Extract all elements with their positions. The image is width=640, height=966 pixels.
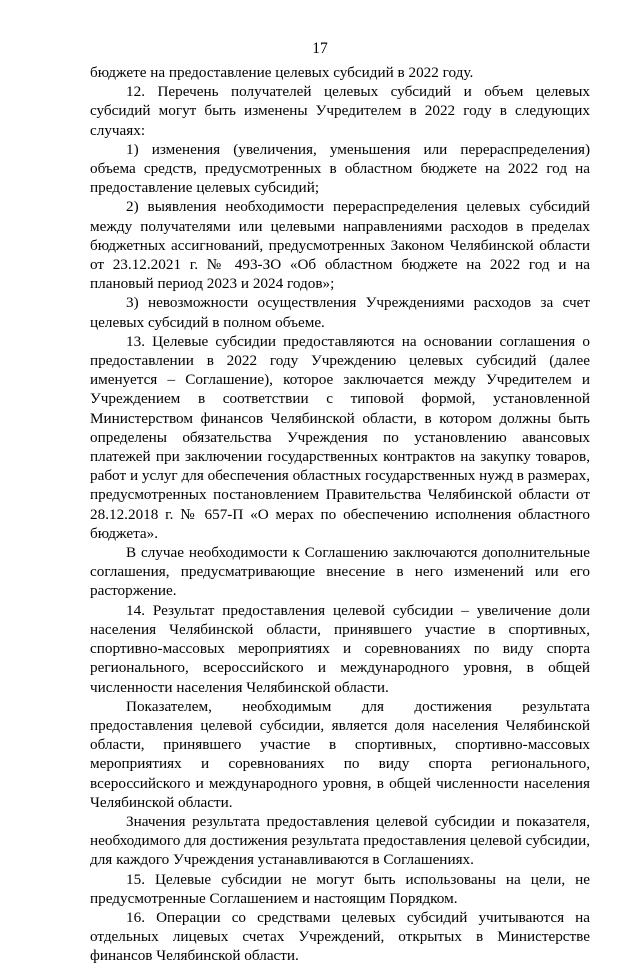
paragraph-item-16: 16. Операции со средствами целевых субсидий учитываются на отдельных лицевых счетах Учреждений, открытых в Министерстве финансов Челябинской области. (90, 908, 590, 965)
document-body (90, 63, 590, 966)
page-number: 17 (312, 40, 328, 57)
paragraph-item-13-addendum: В случае необходимости к Соглашению заключаются дополнительные соглашения, предусматривающие внесение в него изменений или его расторжение. (90, 544, 590, 600)
paragraph-item-14-values: Значения результата предоставления целевой субсидии и показателя, необходимого для достижения результата предоставления целевой субсидии, для каждого Учреждения устанавливаются в Соглашениях. (90, 812, 590, 869)
paragraph-item-14-indicator: Показателем, необходимым для достижения результата предоставления целевой субсидии, является доля населения Челябинской области, принявшего участие в спортивных, спортивно-массовых мероприятиях и соревнованиях по виду спорта регионального, всероссийского и международного уровня, в общей численности населения Челябинской области. (90, 697, 590, 811)
paragraph-item-12: 12. Перечень получателей целевых субсидий и объем целевых субсидий могут быть изменены Учредителем в 2022 году в следующих случаях: (90, 83, 590, 139)
paragraph-subitem-1: 1) изменения (увеличения, уменьшения или перераспределения) объема средств, предусмотренных в областном бюджете на 2022 год на предоставление целевых субсидий; (90, 140, 590, 197)
paragraph-continuation: бюджете на предоставление целевых субсидий в 2022 году. (90, 64, 474, 81)
paragraph-item-15: 15. Целевые субсидии не могут быть использованы на цели, не предусмотренные Соглашением и настоящим Порядком. (90, 870, 590, 907)
paragraph-item-13: 13. Целевые субсидии предоставляются на основании соглашения о предоставлении в 2022 году Учреждению целевых субсидий (далее именуется – Соглашение), которое заключается между Учредителем и Учреждением в соответствии с типовой формой, установленной Министерством финансов Челябинской области, в котором должны быть определены обязательства Учреждения по установлению авансовых платежей при заключении государственных контрактов на закупку товаров, работ и услуг для обеспечения областных государственных нужд в размерах, предусмотренных постановлением Правительства Челябинской области от 28.12.2018 г. № 657-П «О мерах по обеспечению исполнения областного бюджета». (90, 332, 590, 542)
paragraph-item-14: 14. Результат предоставления целевой субсидии – увеличение доли населения Челябинской области, принявшего участие в спортивных, спортивно-массовых мероприятиях и соревнованиях по виду спорта регионального, всероссийского и международного уровня, в общей численности населения Челябинской области. (90, 601, 590, 696)
paragraph-subitem-3: 3) невозможности осуществления Учреждениями расходов за счет целевых субсидий в полном объеме. (90, 294, 590, 331)
paragraph-subitem-2: 2) выявления необходимости перераспределения целевых субсидий между получателями или целевыми направлениями расходов в пределах бюджетных ассигнований, предусмотренных Законом Челябинской области от 23.12.2021 г. № 493-ЗО «Об областном бюджете на 2022 год и на плановый период 2023 и 2024 годов»; (90, 198, 590, 293)
